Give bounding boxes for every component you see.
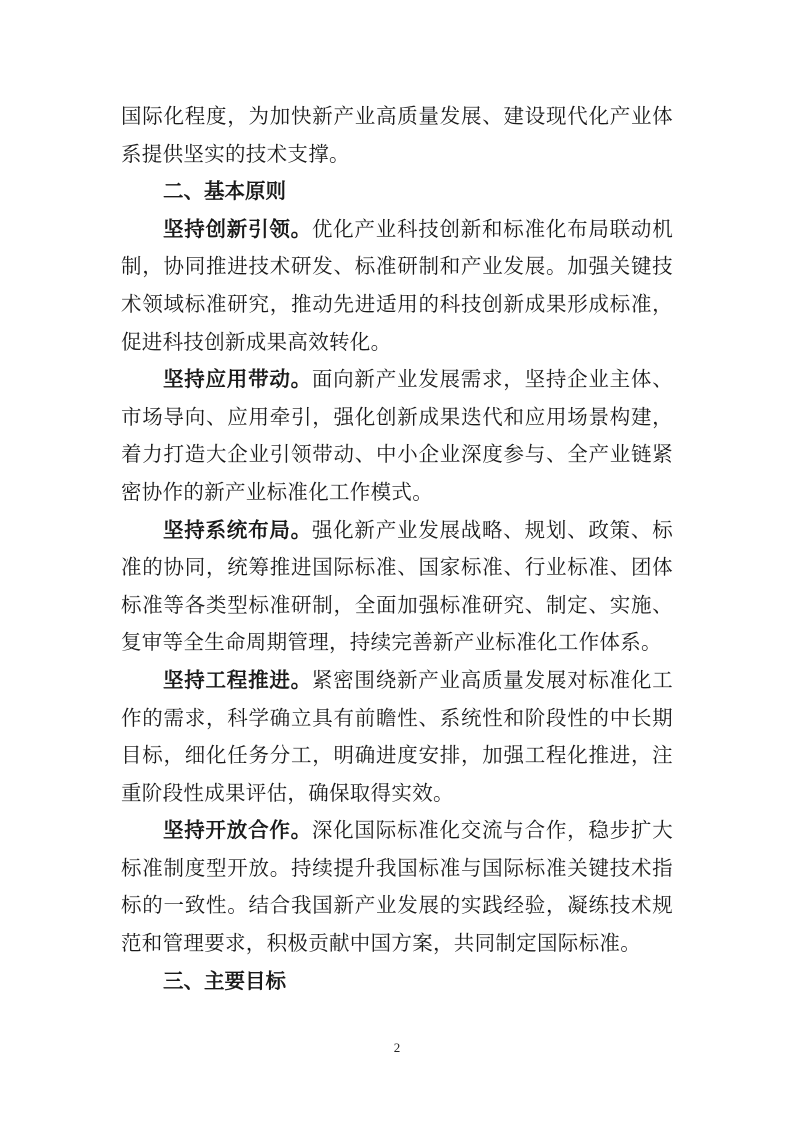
principle-text: 强化新产业发展战略、规划、政策、标	[311, 517, 673, 542]
intro-line-1: 国际化程度，为加快新产业高质量发展、建设现代化产业体	[121, 104, 673, 128]
principle-line: 市场导向、应用牵引，强化创新成果迭代和应用场景构建，	[121, 404, 673, 429]
document-page	[121, 98, 673, 1000]
page-number: 2	[393, 1040, 401, 1055]
principle-line: 密协作的新产业标准化工作模式。	[121, 479, 433, 504]
principle-line: 范和管理要求，积极贡献中国方案，共同制定国际标准。	[121, 931, 641, 956]
principle-line: 促进科技创新成果高效转化。	[121, 329, 392, 354]
principle-first-line	[121, 361, 673, 399]
principle-lead: 坚持系统布局。	[163, 517, 312, 542]
principle-line: 着力打造大企业引领带动、中小企业深度参与、全产业链紧	[121, 442, 673, 467]
principle-first-line	[121, 211, 673, 249]
principle-lead: 坚持工程推进。	[163, 667, 312, 692]
principle-line: 作的需求，科学确立具有前瞻性、系统性和阶段性的中长期	[121, 705, 673, 730]
principle-line: 目标，细化任务分工，明确进度安排，加强工程化推进，注	[121, 743, 673, 768]
principle-line: 复审等全生命周期管理，持续完善新产业标准化工作体系。	[121, 630, 662, 655]
principle-text: 优化产业科技创新和标准化布局联动机	[311, 216, 673, 241]
principle-line: 制，协同推进技术研发、标准研制和产业发展。加强关键技	[121, 254, 673, 279]
principle-lead: 坚持应用带动。	[163, 367, 312, 392]
principle-line: 标的一致性。结合我国新产业发展的实践经验，凝练技术规	[121, 893, 673, 918]
principle-line: 标准制度型开放。持续提升我国标准与国际标准关键技术指	[121, 855, 673, 880]
section-heading-main-goals: 三、主要目标	[163, 968, 286, 993]
principle-line: 标准等各类型标准研制，全面加强标准研究、制定、实施、	[121, 592, 673, 617]
principle-open-cooperation	[121, 812, 673, 962]
section-heading-basic-principles: 二、基本原则	[163, 179, 286, 204]
principle-lead: 坚持开放合作。	[163, 818, 312, 843]
principle-system-layout	[121, 512, 673, 662]
principle-first-line	[121, 812, 673, 850]
principle-line: 准的协同，统筹推进国际标准、国家标准、行业标准、团体	[121, 555, 673, 580]
principle-line: 术领域标准研究，推动先进适用的科技创新成果形成标准，	[121, 291, 673, 316]
principle-line: 重阶段性成果评估，确保取得实效。	[121, 780, 454, 805]
principle-text: 面向新产业发展需求，坚持企业主体、	[311, 367, 673, 392]
principle-text: 深化国际标准化交流与合作，稳步扩大	[311, 818, 673, 843]
principle-lead: 坚持创新引领。	[163, 216, 312, 241]
principle-text: 紧密围绕新产业高质量发展对标准化工	[311, 667, 673, 692]
principle-engineering	[121, 662, 673, 812]
intro-line-2: 系提供坚实的技术支撑。	[121, 141, 350, 166]
principle-first-line	[121, 512, 673, 550]
principle-innovation	[121, 211, 673, 361]
principle-application	[121, 361, 673, 511]
principle-first-line	[121, 662, 673, 700]
